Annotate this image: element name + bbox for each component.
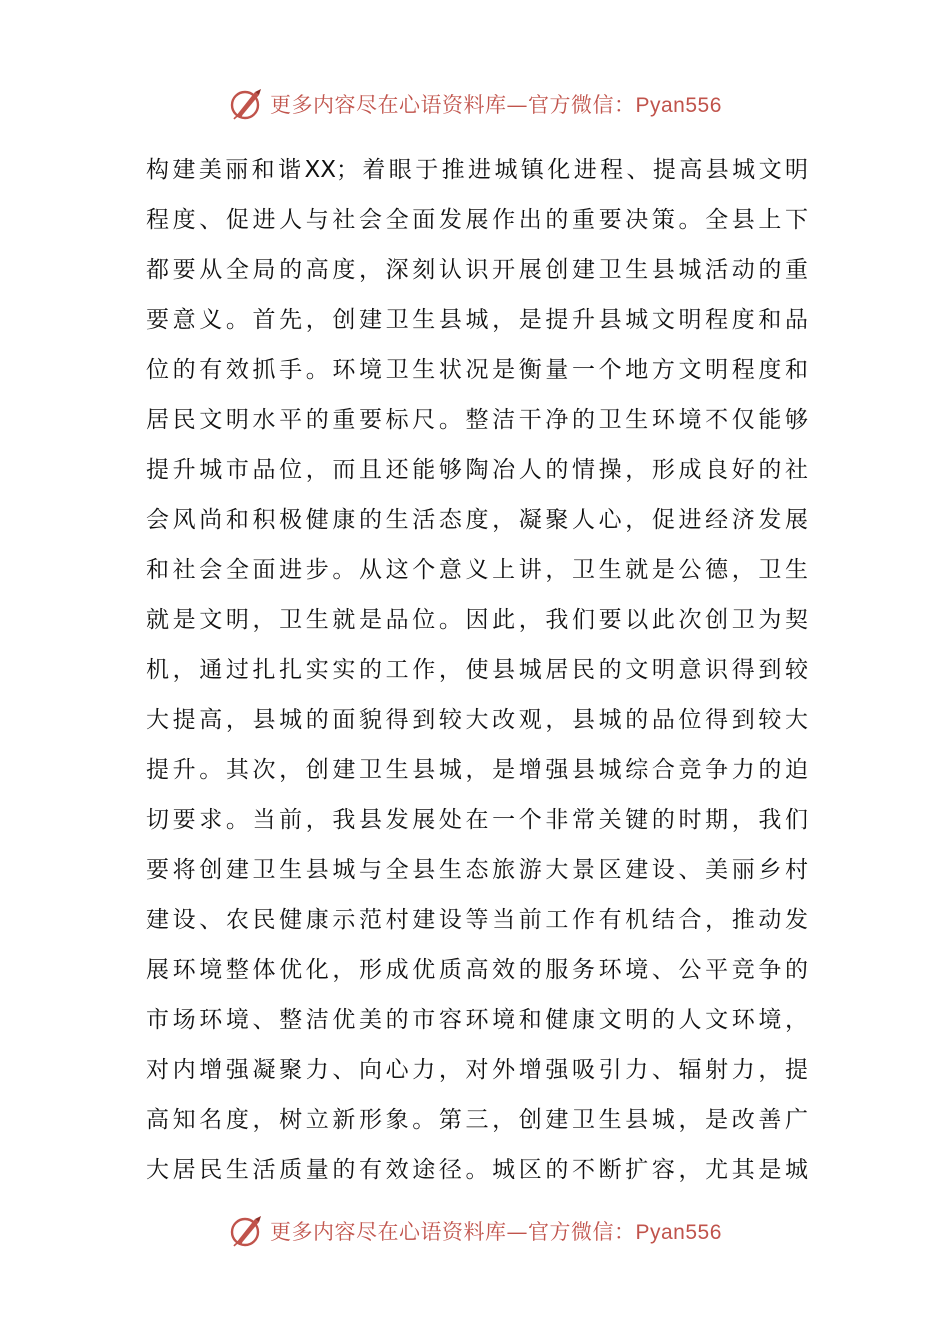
text-line: 大提高，县城的面貌得到较大改观，县城的品位得到较大 (146, 707, 808, 733)
text-line: 对内增强凝聚力、向心力，对外增强吸引力、辐射力，提 (146, 1057, 808, 1083)
header-banner-text (270, 89, 722, 119)
text-line: 位的有效抓手。环境卫生状况是衡量一个地方文明程度和 (146, 357, 808, 383)
text-line: 高知名度，树立新形象。第三，创建卫生县城，是改善广 (146, 1107, 808, 1133)
text-line: 市场环境、整洁优美的市容环境和健康文明的人文环境， (146, 1007, 808, 1033)
header-banner-prefix: 更多内容尽在心语资料库—官方微信： (270, 93, 636, 117)
text-line: 就是文明，卫生就是品位。因此，我们要以此次创卫为契 (146, 607, 808, 633)
text-line: 构建美丽和谐XX；着眼于推进城镇化进程、提高县城文明 (146, 157, 808, 183)
footer-banner-prefix: 更多内容尽在心语资料库—官方微信： (270, 1220, 636, 1244)
text-line: 会风尚和积极健康的生活态度，凝聚人心，促进经济发展 (146, 507, 808, 533)
text-line: 建设、农民健康示范村建设等当前工作有机结合，推动发 (146, 907, 808, 933)
text-line: 要意义。首先，创建卫生县城，是提升县城文明程度和品 (146, 307, 808, 333)
header-wechat-id: Pyan556 (635, 94, 722, 117)
header-banner[interactable] (228, 84, 722, 124)
text-line: 机，通过扎扎实实的工作，使县城居民的文明意识得到较 (146, 657, 808, 683)
text-line: 提升城市品位，而且还能够陶冶人的情操，形成良好的社 (146, 457, 808, 483)
footer-wechat-id: Pyan556 (635, 1221, 722, 1244)
quill-pen-logo-icon (228, 86, 264, 122)
text-line: 要将创建卫生县城与全县生态旅游大景区建设、美丽乡村 (146, 857, 808, 883)
footer-banner[interactable] (228, 1211, 722, 1251)
footer-banner-text (270, 1216, 722, 1246)
text-line: 都要从全局的高度，深刻认识开展创建卫生县城活动的重 (146, 257, 808, 283)
text-line: 和社会全面进步。从这个意义上讲，卫生就是公德，卫生 (146, 557, 808, 583)
text-line: 切要求。当前，我县发展处在一个非常关键的时期，我们 (146, 807, 808, 833)
text-line: 提升。其次，创建卫生县城，是增强县城综合竞争力的迫 (146, 757, 808, 783)
quill-pen-logo-icon (228, 1213, 264, 1249)
text-line: 程度、促进人与社会全面发展作出的重要决策。全县上下 (146, 207, 808, 233)
text-line: 大居民生活质量的有效途径。城区的不断扩容，尤其是城 (146, 1157, 808, 1183)
text-line: 居民文明水平的重要标尺。整洁干净的卫生环境不仅能够 (146, 407, 808, 433)
body-paragraph (146, 145, 808, 1195)
text-line: 展环境整体优化，形成优质高效的服务环境、公平竞争的 (146, 957, 808, 983)
